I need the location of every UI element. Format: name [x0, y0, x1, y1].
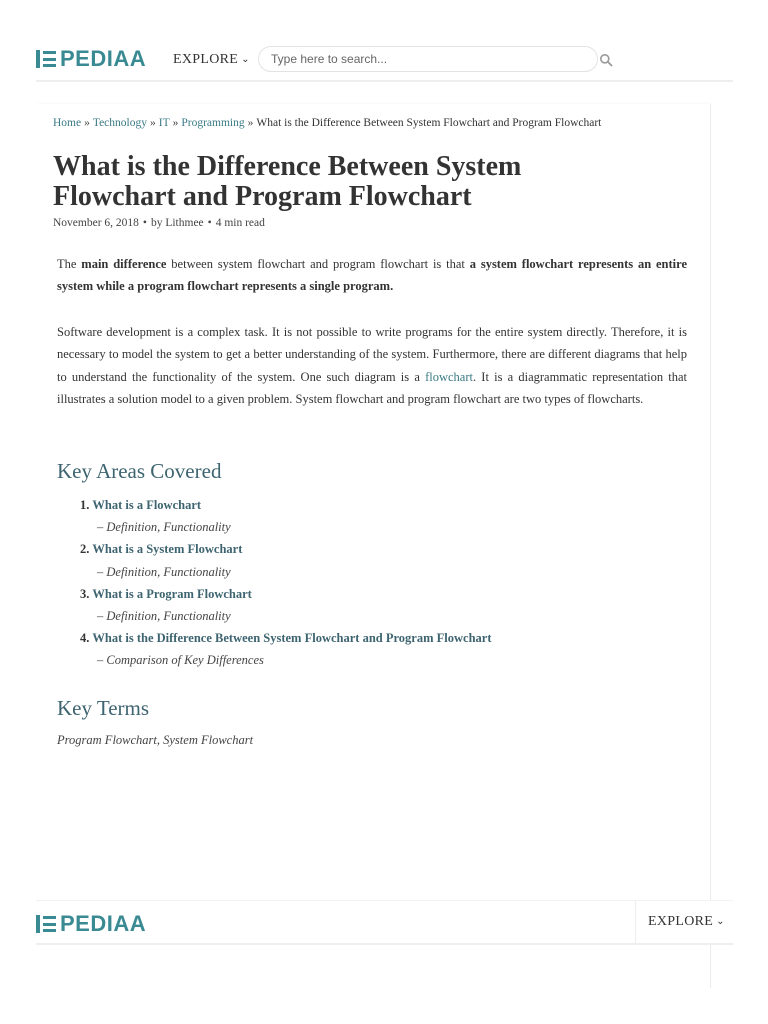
- breadcrumb-programming[interactable]: Programming: [181, 117, 245, 129]
- list-item: [80, 583, 491, 627]
- page-title: What is the Difference Between System Flowchart and Program Flowchart: [53, 151, 522, 212]
- list-number: 3.: [80, 586, 90, 601]
- explore-menu-button[interactable]: [173, 52, 250, 68]
- toc-link-flowchart[interactable]: What is a Flowchart: [92, 498, 202, 512]
- toc-link-program-flowchart[interactable]: What is a Program Flowchart: [92, 586, 252, 601]
- explore-label: EXPLORE: [173, 52, 239, 67]
- meta-dot: •: [142, 217, 147, 229]
- body-text: Software development is a complex task. It is not possible to write programs for the entire system directly. Therefore, it is necessary to model the system to get a better understanding of the system. Furthermore, there are different diagrams that help to understand the functionality of the system. One such diagram is a: [57, 325, 687, 384]
- intro-bold-main-difference: main difference: [81, 257, 167, 271]
- list-number: 1.: [80, 498, 90, 512]
- site-logo[interactable]: [36, 912, 146, 936]
- search-box: [258, 46, 598, 72]
- breadcrumb-separator: »: [247, 117, 254, 129]
- logo-icon: [36, 50, 56, 68]
- breadcrumb-separator: »: [150, 117, 156, 129]
- key-areas-list: [80, 494, 491, 672]
- list-number: 4.: [80, 631, 90, 646]
- meta-dot: •: [207, 217, 212, 229]
- list-item: [80, 627, 491, 671]
- key-areas-heading: Key Areas Covered: [57, 459, 222, 483]
- list-number: 2.: [80, 542, 90, 557]
- body-paragraph: [57, 321, 687, 410]
- logo-icon: [36, 915, 56, 933]
- article-card: [38, 104, 714, 988]
- post-author[interactable]: by Lithmee: [150, 217, 204, 229]
- list-item: [80, 494, 491, 538]
- toc-subtitle: – Definition, Functionality: [97, 520, 231, 535]
- site-logo[interactable]: [36, 47, 146, 71]
- flowchart-link[interactable]: flowchart: [425, 369, 473, 384]
- read-time: 4 min read: [215, 217, 265, 229]
- site-header: [36, 36, 733, 82]
- toc-subtitle: – Definition, Functionality: [97, 609, 231, 624]
- breadcrumb-current: What is the Difference Between System Flowchart and Program Flowchart: [256, 117, 602, 129]
- explore-label: EXPLORE: [648, 914, 714, 929]
- explore-menu-button[interactable]: [635, 901, 733, 943]
- key-terms-heading: Key Terms: [57, 696, 150, 720]
- intro-paragraph: [57, 253, 687, 298]
- intro-text: between system flowchart and program flowchart is that: [166, 257, 470, 271]
- breadcrumb-home[interactable]: Home: [53, 117, 82, 129]
- intro-bold-summary: a system flowchart represents an entire system while a program flowchart represents a single program.: [57, 257, 687, 294]
- sticky-bottom-bar: [36, 901, 733, 945]
- logo-text: PEDIAA: [60, 911, 147, 936]
- breadcrumb-it[interactable]: IT: [158, 117, 170, 129]
- intro-text: The: [57, 257, 82, 271]
- breadcrumb-technology[interactable]: Technology: [92, 117, 147, 129]
- search-icon[interactable]: [599, 53, 613, 67]
- breadcrumb-separator: »: [84, 117, 90, 129]
- article-meta: [53, 217, 265, 229]
- body-text: . It is a diagrammatic representation that illustrates a solution model to a given problem. System flowchart and program flowchart are two types of flowcharts.: [57, 369, 687, 406]
- breadcrumb-separator: »: [172, 117, 179, 129]
- logo-text: PEDIAA: [60, 46, 147, 71]
- key-terms: Program Flowchart, System Flowchart: [57, 733, 254, 747]
- list-item: [80, 538, 491, 582]
- breadcrumb: [53, 117, 601, 129]
- toc-link-difference[interactable]: What is the Difference Between System Flowchart and Program Flowchart: [92, 631, 492, 646]
- toc-link-system-flowchart[interactable]: What is a System Flowchart: [92, 542, 243, 557]
- chevron-down-icon: ⌄: [716, 916, 725, 927]
- chevron-down-icon: ⌄: [241, 54, 250, 65]
- explore-button-content: [648, 914, 725, 930]
- post-date: November 6, 2018: [53, 217, 139, 229]
- toc-subtitle: – Definition, Functionality: [97, 564, 231, 579]
- search-input[interactable]: [271, 50, 561, 68]
- toc-subtitle: – Comparison of Key Differences: [97, 653, 264, 668]
